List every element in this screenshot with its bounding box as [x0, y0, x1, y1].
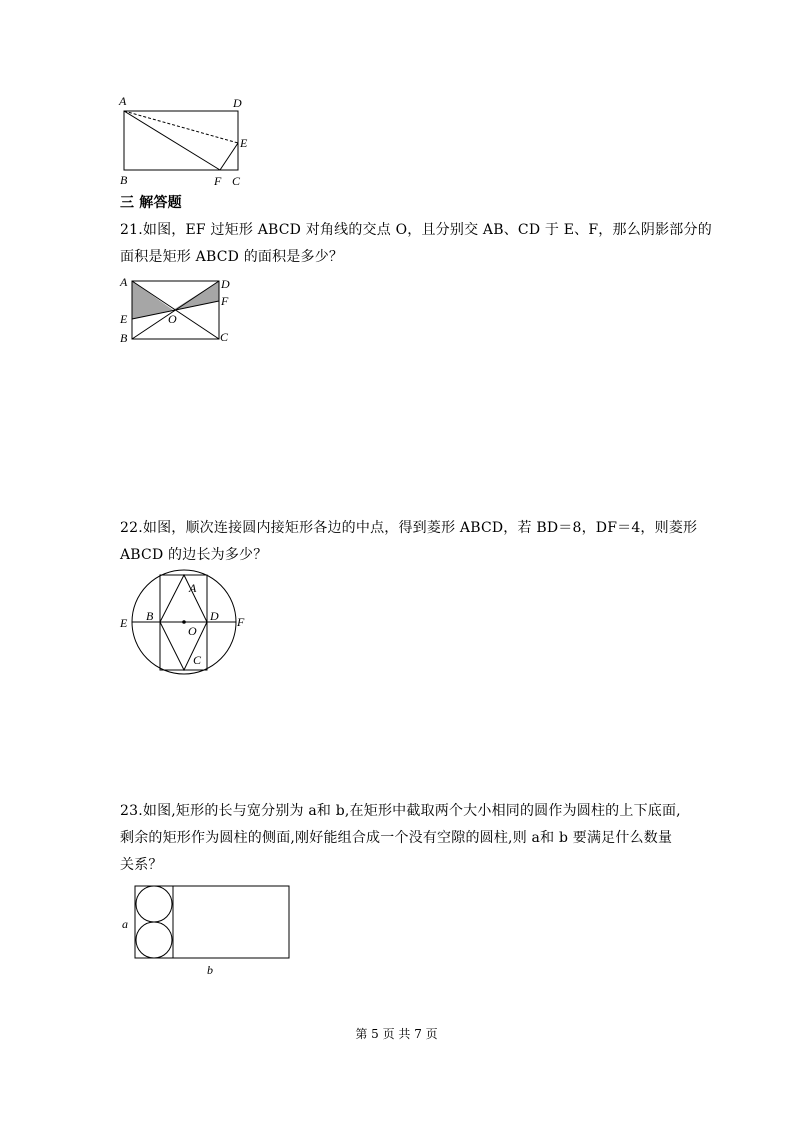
- label-f: F: [221, 294, 229, 308]
- shaded-triangle-left: [132, 281, 173, 319]
- q23-text-line-1: 23.如图,矩形的长与宽分别为 a和 b,在矩形中截取两个大小相同的圆作为圆柱的上下底面,: [120, 803, 681, 819]
- label-a: A: [189, 581, 197, 595]
- label-b: B: [146, 609, 154, 623]
- bottom-circle: [136, 922, 172, 958]
- label-d: D: [221, 277, 230, 291]
- label-o: O: [188, 624, 197, 638]
- q22-circle-rhombus-figure: [112, 570, 262, 675]
- page-footer: 第 5 页 共 7 页: [355, 1027, 438, 1041]
- label-a: A: [119, 94, 127, 108]
- label-a: A: [120, 275, 128, 289]
- label-f: F: [214, 174, 222, 188]
- label-c: C: [193, 653, 202, 667]
- dashed-segment-ae: [124, 111, 238, 143]
- q23-text-line-3: 关系？: [120, 857, 163, 873]
- q21-text-line-2: 面积是矩形 ABCD 的面积是多少？: [120, 249, 344, 265]
- q22-text-line-1: 22.如图，顺次连接圆内接矩形各边的中点，得到菱形 ABCD，若 BD＝8，DF＝4，则菱形: [120, 520, 698, 536]
- rectangle-fold-figure: [112, 92, 262, 192]
- label-f: F: [237, 615, 245, 629]
- label-e: E: [120, 312, 128, 326]
- q23-text-line-2: 剩余的矩形作为圆柱的侧面,刚好能组合成一个没有空隙的圆柱,则 a和 b 要满足什么数量: [120, 830, 673, 846]
- label-c: C: [232, 174, 241, 188]
- label-b: B: [120, 173, 128, 187]
- q21-text-line-1: 21.如图，EF 过矩形 ABCD 对角线的交点 O，且分别交 AB、CD 于 E、F，那么阴影部分的: [120, 222, 712, 238]
- label-a: a: [122, 917, 128, 931]
- label-d: D: [233, 96, 242, 110]
- label-o: O: [168, 312, 177, 326]
- q23-rectangle-circles-figure: [112, 880, 302, 980]
- top-circle: [136, 886, 172, 922]
- segment-af: [124, 111, 220, 170]
- center-point: [182, 620, 186, 624]
- section-heading: 三 解答题: [120, 195, 182, 211]
- segment-fe: [220, 143, 238, 170]
- rectangle-abcd: [124, 111, 238, 170]
- label-c: C: [220, 330, 229, 344]
- q21-rectangle-figure: [112, 272, 242, 352]
- label-b: B: [120, 331, 128, 345]
- label-d: D: [210, 609, 219, 623]
- q22-text-line-2: ABCD 的边长为多少？: [120, 547, 268, 563]
- label-b: b: [207, 963, 213, 977]
- label-e: E: [240, 136, 248, 150]
- label-e: E: [120, 616, 128, 630]
